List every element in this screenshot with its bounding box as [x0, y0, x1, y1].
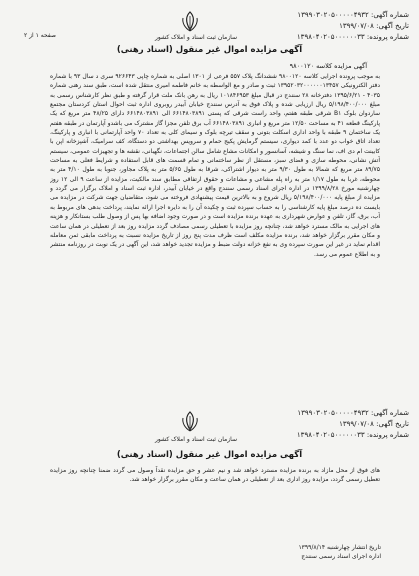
emblem-icon: [177, 10, 203, 34]
notice-footer: [298, 544, 381, 561]
notice-meta: [297, 408, 409, 441]
case-number: شماره پرونده: ۱۳۹۸۰۴۰۲۰۵۰۰۰۰۰۰۳۳: [296, 33, 409, 41]
notice-date: تاریخ آگهی: ۱۳۹۹/۰۷/۰۸: [339, 22, 409, 30]
clause-number: آگهی مزایده کلاسه ۹۸۰۰۱۲۰: [289, 62, 367, 70]
auction-notice-2: [0, 402, 419, 576]
notice-meta: [297, 10, 409, 43]
page-number: صفحه ۱ از ۲: [24, 32, 56, 39]
emblem-icon: [177, 410, 203, 434]
issuing-office: اداره اجرای اسناد رسمی سنندج: [301, 552, 381, 560]
notice-number: شماره آگهی: ۱۳۹۹۰۳۰۲۰۵۰۰۰۰۰۴۹۳۲: [297, 11, 409, 19]
notice-body: های فوق از محل مازاد به برنده مزایده مسترد خواهد شد و نیم عشر و حق مزایده نقداً وصول می گردد ضمنا چنانچه روز مزایده تعطیل رسمی گردد، مزایده روز اداری بعد از تعطیلی در همان ساعت و مکان مقرر برگزار خواهد شد.: [50, 467, 380, 484]
notice-title: آگهی مزایده اموال غیر منقول (اسناد رهنی): [116, 450, 303, 460]
notice-number: شماره آگهی: ۱۳۹۹۰۳۰۲۰۵۰۰۰۰۰۴۹۳۲: [297, 409, 409, 417]
organization-name: سازمان ثبت اسناد و املاک کشور: [154, 436, 238, 443]
notice-title: آگهی مزایده اموال غیر منقول (اسناد رهنی): [116, 45, 303, 55]
case-number: شماره پرونده: ۱۳۹۸۰۴۰۲۰۵۰۰۰۰۰۰۳۳: [296, 431, 409, 439]
notice-body: به موجب پرونده اجرایی کلاسه ۹۸۰۰۱۲۰ ششدانگ پلاک ۵۵۷ فرعی از ۱۳۰۱ اصلی به شماره چاپی ۹۲۶۶۴۳ سری د سال ۹۳ با شماره دفتر الکترونیکی ۱۳۹۵۲۰۳۲۰۰۰۰۰۰۱۳۴۵۷ ثبت و صادر و مع الواسطه به خانم فاطمه امیری منتقل شده است، طبق سند رهنی شماره ۴۰۳۵ - ۱۳۹۵/۶/۲۱ دفترخانه ۲۸ سنندج در قبال مبلغ ۱۰۱۸۴۶۹۵۳ ریال به رهن بانک ملت قرار گرفته و طبق نظر کارشناس رسمی به مبلغ ۵/۱۹۸/۴۰۰/۰۰۰ ریال ارزیابی شده و پلاک فوق به آدرس سنندج خیابان آبیدر روبروی اداره ثبت احوال استان کردستان مجتمع ساردوان بلوک B۱ شرقی طبقه هفتم، واحد راست شرقی که پستی ۶۶۱۴۸۰۳۸۹۱ الی ۶۶۱۴۸۰۳۸۹۱ دارای ۴۸/۲۵ متر مربع که یک پارکینگ قطعه ۴۱ به مساحت ۱۲/۵۰ متر مربع و انباری ۶۶۱۴۸۰۳۸۹۱ آب برق تلفن مجزا گاز مشترک می باشدو آپارتمان در طبقه هفتم یک ساختمان ۹ طبقه با واحد اداری اسکلت بتونی و سقف تیرچه بلوک و سیمای کلی به تعداد ۷۰ واحد آپارتمانی با انباری و پارکینگ، تعداد اتاق خواب دو عدد با کمد دیواری، سیستم گرمایش پکیج حمام و سرویس بهداشتی دو دستگاه، کف سرامیک، آشپزخانه اپن با کابینت ام دی اف، نما سنگ و شیشه، آسانسور و امکانات مشاع شامل سالن اجتماعات، نگهبانی، نقشه ها و تجهیزات عمومی، سیستم آتش نشانی، محوطه سازی و فضای سبز، مستقل از نظر ساختمانی و تمام قسمت های قابل استفاده و شرایط فعلی به مساحت ۸۹/۷۵ متر مربع که شمالا به طول ۹/۳۰ متر به دیوار اشتراکی، شرقا به طول ۵/۶۵ متر به پلاک مجاور، جنوبا به طول ۴/۱۰ متر به محوطه، غربا به طول ۱/۱۷ متر به راه پله مشاعی و مشاعات و حقوق ارتفاقی مطابق سند مالکیت، مزایده از ساعت ۹ الی ۱۲ روز چهارشنبه مورخ ۱۳۹۹/۸/۲۸ در اداره اجرای اسناد رسمی سنندج واقع در خیابان آبیدر، اداره ثبت اسناد و املاک برگزار می گردد و مزایده از مبلغ پایه ۵/۱۹۸/۴۰۰/۰۰۰ ریال شروع و به بالاترین قیمت پیشنهادی فروخته می شود، متقاضیان جهت شرکت در مزایده می بایست ده درصد مبلغ پایه کارشناسی را به حساب سپرده ثبت و چکیده آن را به دایره اجرا ارائه نمایند، پرداخت بدهی های مربوط به آب، برق، گاز، تلفن و عوارض شهرداری به عهده برنده مزایده است و در صورت وجود اضافه بها پس از وصول طلب بستانکار و هزینه های اجرایی به مالک مسترد خواهد شد، چنانچه روز مزایده با تعطیلی رسمی مصادف گردد مزایده روز بعد از تعطیلی در همان ساعت و مکان مقرر برگزار خواهد شد، برنده مزایده مکلف است ظرف مدت پنج روز از تاریخ مزایده نسبت به پرداخت مابقی ثمن معامله اقدام نماید در غیر این صورت سپرده وی به نفع خزانه دولت ضبط و مزایده تجدید خواهد شد، این آگهی در یک نوبت در روزنامه منتشر و به اطلاع عموم می رسد.: [50, 73, 380, 258]
publish-date: تاریخ انتشار چهارشنبه ۱۳۹۹/۸/۱۴: [298, 544, 381, 551]
organization-name: سازمان ثبت اسناد و املاک کشور: [154, 34, 238, 41]
notice-date: تاریخ آگهی: ۱۳۹۹/۰۷/۰۸: [339, 420, 409, 428]
